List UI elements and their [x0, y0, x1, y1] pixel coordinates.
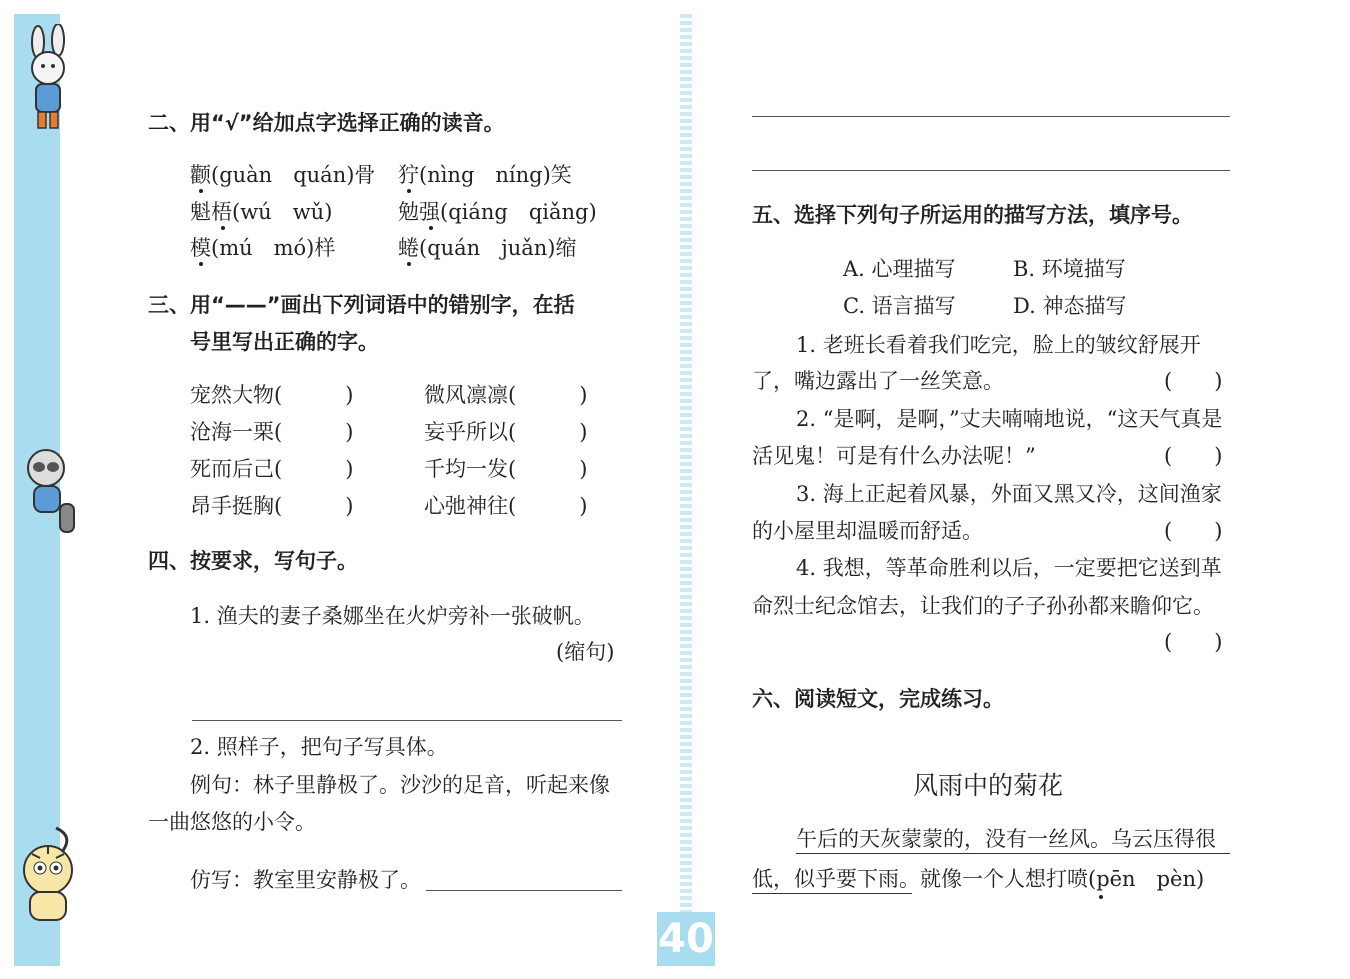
sentence-2: 2. 照样子，把句子写具体。: [190, 735, 448, 759]
section-5-title: 五、选择下列句子所运用的描写方法，填序号。: [752, 203, 1193, 227]
option-d: D. 神态描写: [1013, 294, 1127, 318]
word-item: 沧海一栗( ): [190, 420, 354, 444]
word-item: 宠然大物( ): [190, 383, 354, 407]
emphasis-dot: [199, 262, 203, 266]
q5-sentence-4-line2: 命烈士纪念馆去，让我们的子子孙孙都来瞻仰它。: [752, 594, 1214, 618]
raccoon-mascot-icon: [12, 440, 86, 536]
answer-line[interactable]: [752, 170, 1230, 171]
q5-sentence-1-line1: 1. 老班长看着我们吃完，脸上的皱纹舒展开: [796, 333, 1201, 357]
q5-sentence-3-line1: 3. 海上正起着风暴，外面又黑又冷，这间渔家: [796, 482, 1222, 506]
q5-sentence-3-line2: 的小屋里却温暖而舒适。: [752, 519, 983, 543]
section-6-title: 六、阅读短文，完成练习。: [752, 687, 1004, 711]
wavy-underline: [752, 893, 912, 894]
answer-blank[interactable]: ( ): [1164, 630, 1223, 654]
option-c: C. 语言描写: [843, 294, 956, 318]
pinyin-item: 蜷(quán juǎn)缩: [398, 236, 577, 260]
q5-sentence-1-line2: 了，嘴边露出了一丝笑意。: [752, 369, 1004, 393]
emphasis-dot: [407, 262, 411, 266]
word-item: 死而后己( ): [190, 457, 354, 481]
tiger-mascot-icon: [12, 818, 84, 928]
q5-sentence-2-line2: 活见鬼！可是有什么办法呢！”: [752, 444, 1036, 468]
emphasis-dot: [1099, 895, 1103, 899]
wavy-underline: [796, 853, 1230, 854]
pinyin-item: 勉强(qiáng qiǎng): [398, 200, 597, 224]
sentence-1-hint: (缩句): [556, 640, 615, 664]
answer-blank[interactable]: ( ): [1164, 369, 1223, 393]
emphasis-dot: [199, 189, 203, 193]
story-paragraph-line2: 低，似乎要下雨。就像一个人想打喷(pēn pèn): [752, 867, 1205, 891]
page-gutter: [680, 14, 692, 954]
word-item: 昂手挺胸( ): [190, 494, 354, 518]
section-3-title-line2: 号里写出正确的字。: [190, 330, 379, 354]
section-4-title: 四、按要求，写句子。: [148, 549, 358, 573]
answer-blank[interactable]: ( ): [1164, 444, 1223, 468]
story-paragraph-line1: 午后的天灰蒙蒙的，没有一丝风。乌云压得很: [796, 827, 1216, 851]
option-b: B. 环境描写: [1013, 257, 1126, 281]
section-3-title-line1: 三、用“——”画出下列词语中的错别字，在括: [148, 293, 575, 317]
example-line-2: 一曲悠悠的小令。: [148, 810, 316, 834]
emphasis-dot: [407, 189, 411, 193]
word-item: 妄乎所以( ): [424, 420, 588, 444]
emphasis-dot: [221, 226, 225, 230]
answer-line[interactable]: [192, 720, 622, 721]
pinyin-item: 狞(nìng níng)笑: [398, 163, 572, 187]
q5-sentence-2-line1: 2. “是啊，是啊，”丈夫喃喃地说，“这天气真是: [796, 407, 1223, 431]
word-item: 千均一发( ): [424, 457, 588, 481]
section-2-title: 二、用“√”给加点字选择正确的读音。: [148, 111, 505, 135]
page-number: 40: [657, 912, 715, 966]
story-title: 风雨中的菊花: [913, 771, 1064, 800]
imitate-prompt: 仿写：教室里安静极了。: [190, 868, 421, 892]
rabbit-mascot-icon: [12, 24, 84, 134]
q5-sentence-4-line1: 4. 我想，等革命胜利以后，一定要把它送到革: [796, 556, 1222, 580]
pinyin-item: 颧(guàn quán)骨: [190, 163, 376, 187]
word-item: 心弛神往( ): [424, 494, 588, 518]
answer-blank[interactable]: ( ): [1164, 519, 1223, 543]
example-line-1: 例句：林子里静极了。沙沙的足音，听起来像: [190, 773, 610, 797]
pinyin-item: 魁梧(wú wǔ): [190, 200, 333, 224]
word-item: 微风凛凛( ): [424, 383, 588, 407]
sentence-1: 1. 渔夫的妻子桑娜坐在火炉旁补一张破帆。: [190, 604, 595, 628]
answer-line[interactable]: [426, 890, 622, 891]
pinyin-item: 模(mú mó)样: [190, 236, 336, 260]
option-a: A. 心理描写: [843, 257, 956, 281]
emphasis-dot: [429, 226, 433, 230]
answer-line[interactable]: [752, 116, 1230, 117]
